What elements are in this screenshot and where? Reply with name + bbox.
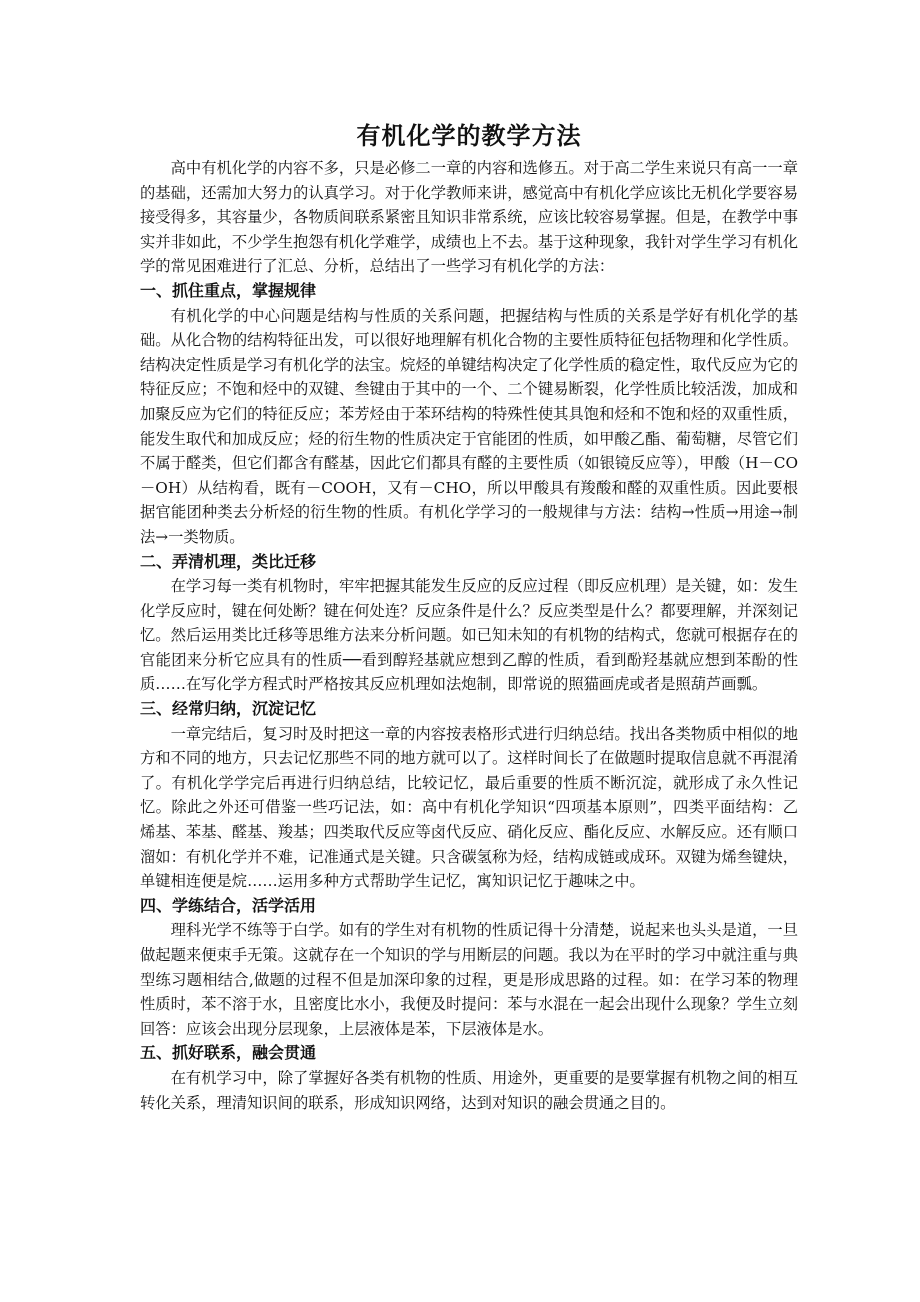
intro-paragraph: 高中有机化学的内容不多，只是必修二一章的内容和选修五。对于高二学生来说只有高一一章的基础，还需加大努力的认真学习。对于化学教师来讲，感觉高中有机化学应该比无机化学要容易接受得多，其容量少，各物质间联系紧密且知识非常系统，应该比较容易掌握。但是，在教学中事实并非如此，不少学生抱怨有机化学难学，成绩也上不去。基于这种现象，我针对学生学习有机化学的常见困难进行了汇总、分析，总结出了一些学习有机化学的方法： xyxy=(140,159,798,276)
section-body-1: 有机化学的中心问题是结构与性质的关系问题，把握结构与性质的关系是学好有机化学的基础。从化合物的结构特征出发，可以很好地理解有机化合物的主要性质特征包括物理和化学性质。结构决定性质是学习有机化学的法宝。烷烃的单键结构决定了化学性质的稳定性，取代反应为它的特征反应；不饱和烃中的双键、叁键由于其中的一个、二个键易断裂，化学性质比较活泼，加成和加聚反应为它们的特征反应；苯芳烃由于苯环结构的特殊性使其具饱和烃和不饱和烃的双重性质，能发生取代和加成反应；烃的衍生物的性质决定于官能团的性质，如甲酸乙酯、葡萄糖，尽管它们不属于醛类，但它们都含有醛基，因此它们都具有醛的主要性质（如银镜反应等），甲酸（H－CO－OH）从结构看，既有－COOH，又有－CHO，所以甲酸具有羧酸和醛的双重性质。因此要根据官能团种类去分析烃的衍生物的性质。有机化学学习的一般规律与方法：结构→性质→用途→制法→一类物质。 xyxy=(140,306,798,546)
section-body-3: 一章完结后，复习时及时把这一章的内容按表格形式进行归纳总结。找出各类物质中相似的地方和不同的地方，只去记忆那些不同的地方就可以了。这样时间长了在做题时提取信息就不再混淆了。有机化学学完后再进行归纳总结，比较记忆，最后重要的性质不断沉淀，就形成了永久性记忆。除此之外还可借鉴一些巧记法，如：高中有机化学知识“四项基本原则”，四类平面结构：乙烯基、苯基、醛基、羧基；四类取代反应等卤代反应、硝化反应、酯化反应、水解反应。还有顺口溜如：有机化学并不难，记准通式是关键。只含碳氢称为烃，结构成链或成环。双键为烯叁键炔，单键相连便是烷……运用多种方式帮助学生记忆，寓知识记忆于趣味之中。 xyxy=(140,724,798,891)
section-heading-3: 三、经常归纳，沉淀记忆 xyxy=(140,699,317,719)
document-page xyxy=(140,118,798,1115)
section-body-5: 在有机学习中，除了掌握好各类有机物的性质、用途外，更重要的是要掌握有机物之间的相互转化关系，理清知识间的联系，形成知识网络，达到对知识的融会贯通之目的。 xyxy=(140,1068,798,1112)
section-heading-1: 一、抓住重点，掌握规律 xyxy=(140,280,317,300)
section-heading-2: 二、弄清机理，类比迁移 xyxy=(140,551,317,571)
document-title: 有机化学的教学方法 xyxy=(356,122,582,150)
section-heading-4: 四、学练结合，活学活用 xyxy=(140,895,317,915)
section-body-4: 理科光学不练等于白学。如有的学生对有机物的性质记得十分清楚，说起来也头头是道，一旦做起题来便束手无策。这就存在一个知识的学与用断层的问题。我以为在平时的学习中就注重与典型练习题相结合,做题的过程不但是加深印象的过程，更是形成思路的过程。如：在学习苯的物理性质时，苯不溶于水，且密度比水小，我便及时提问：苯与水混在一起会出现什么现象？学生立刻回答：应该会出现分层现象，上层液体是苯，下层液体是水。 xyxy=(140,921,798,1038)
section-body-2: 在学习每一类有机物时，牢牢把握其能发生反应的反应过程（即反应机理）是关键，如：发生化学反应时，键在何处断？键在何处连？反应条件是什么？反应类型是什么？都要理解，并深刻记忆。然后运用类比迁移等思维方法来分析问题。如已知未知的有机物的结构式，您就可根据存在的官能团来分析它应具有的性质──看到醇羟基就应想到乙醇的性质，看到酚羟基就应想到苯酚的性质……在写化学方程式时严格按其反应机理如法炮制，即常说的照猫画虎或者是照葫芦画瓢。 xyxy=(140,577,798,694)
section-heading-5: 五、抓好联系，融会贯通 xyxy=(140,1043,317,1063)
